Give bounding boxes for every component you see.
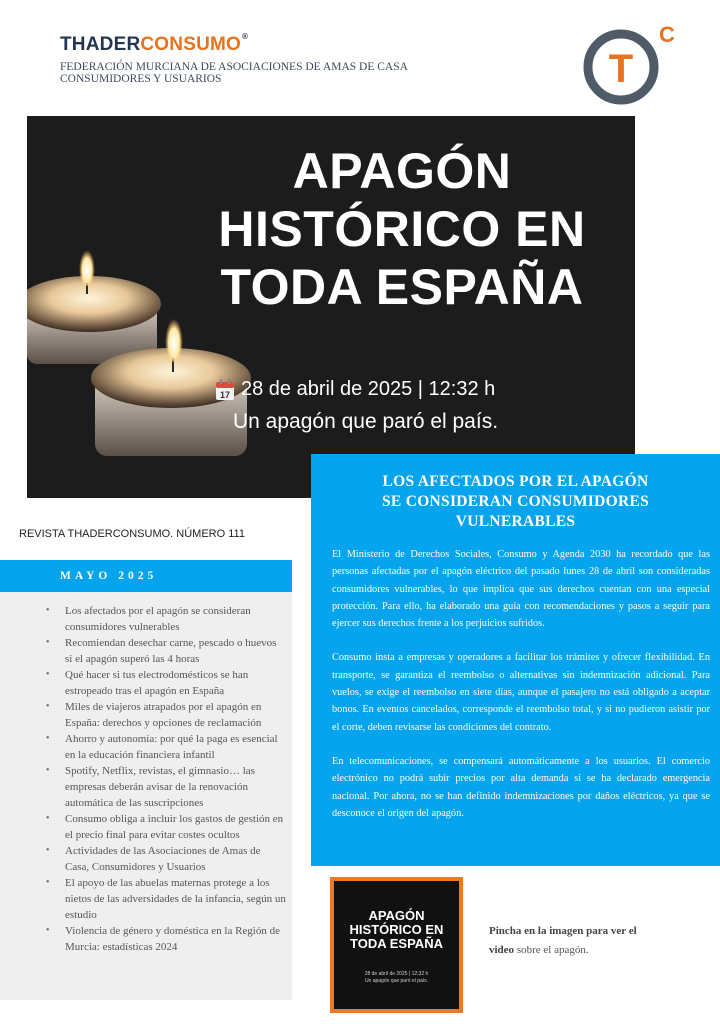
registered-mark: ® (242, 32, 249, 41)
hero-title-line-3: TODA ESPAÑA (220, 259, 584, 315)
logo-superscript: C (659, 22, 675, 47)
video-thumbnail-date: 28 de abril de 2025 | 12:32 h (364, 971, 429, 977)
article-title (311, 472, 720, 532)
calendar-icon (215, 379, 235, 401)
video-thumbnail-tagline: Un apagón que paró el país. (364, 978, 429, 984)
topic-item[interactable]: • Consumo obliga a incluir los gastos de gestión en el precio final para evitar costes ocultos (46, 811, 286, 843)
topic-item[interactable]: • Qué hacer si tus electrodomésticos se han estropeado tras el apagón en España (46, 667, 286, 699)
topic-item[interactable]: • Ahorro y autonomía: por qué la paga es esencial en la educación financiera infantil (46, 731, 286, 763)
hero-title-line-2: HISTÓRICO EN (218, 201, 586, 257)
issue-label: REVISTA THADERCONSUMO. NÚMERO 111 (19, 528, 245, 540)
video-thumbnail[interactable] (330, 877, 463, 1013)
thaderconsumo-logo-icon (574, 20, 680, 110)
article-title-line-2: SE CONSIDERAN CONSUMIDORES (381, 493, 650, 510)
federation-line-2: CONSUMIDORES Y USUARIOS (60, 73, 222, 85)
video-caption (489, 922, 649, 960)
video-thumbnail-title (334, 909, 459, 951)
topic-item[interactable]: • Actividades de las Asociaciones de Amas de Casa, Consumidores y Usuarios (46, 843, 286, 875)
topic-item[interactable]: • Violencia de género y doméstica en la Región de Murcia: estadísticas 2024 (46, 923, 286, 955)
topic-item[interactable]: • Spotify, Netflix, revistas, el gimnasio… las empresas deberán avisar de la renovación automática de las suscripciones (46, 763, 286, 811)
topic-item[interactable]: • Recomiendan desechar carne, pescado o huevos si el apagón superó las 4 horas (46, 635, 286, 667)
brand-wordmark (60, 34, 248, 56)
video-caption-link[interactable]: Pincha en la imagen para ver el video (489, 925, 637, 956)
video-thumbnail-line-1: APAGÓN (368, 908, 425, 923)
logo-letter: T (608, 47, 634, 91)
topic-item[interactable]: • Los afectados por el apagón se consideran consumidores vulnerables (46, 603, 286, 635)
topic-item[interactable]: • El apoyo de las abuelas maternas protege a los nietos de las adversidades de la infancia, según un estudio (46, 875, 286, 923)
article-paragraph-1: El Ministerio de Derechos Sociales, Consumo y Agenda 2030 ha recordado que las personas afectadas por el apagón eléctrico del pasado lunes 28 de abril son consideradas consumidores vulnerables, lo que implica que sus derechos cuentan con una especial protección. Para ello, ha elaborado una guía con recomendaciones y pasos a seguir para ejercer sus derechos frente a los perjuicios sufridos. (332, 549, 710, 630)
hero-date: 28 de abril de 2025 | 12:32 h (241, 378, 496, 400)
hero-title (172, 142, 632, 316)
video-caption-rest: sobre el apagón. (514, 944, 589, 956)
brand-part-2: CONSUMO (140, 34, 241, 55)
main-article (311, 454, 720, 866)
topics-list (46, 603, 286, 955)
article-body (332, 546, 710, 839)
calendar-icon-day: 17 (219, 389, 231, 400)
federation-name (60, 61, 408, 85)
video-thumbnail-caption (334, 971, 459, 985)
hero-banner (27, 116, 635, 498)
topic-item[interactable]: • Miles de viajeros atrapados por el apagón en España: derechos y opciones de reclamación (46, 699, 286, 731)
article-paragraph-2: Consumo insta a empresas y operadores a facilitar los trámites y ofrecer flexibilidad. En transporte, se garantiza el reembolso o alternativas sin indemnización adicional. Para vuelos, se exige el reembolso en siete días, aunque el pasajero no está obligado a aceptar bonos. En eventos cancelados, corresponde el reembolso total, y si no pudieron asistir por el corte, deben revisarse las condiciones del contrato. (332, 652, 710, 733)
issue-month: MAYO 2025 (60, 570, 158, 582)
brand-part-1: THADER (60, 34, 141, 55)
hero-tagline: Un apagón que paró el país. (233, 410, 499, 433)
video-thumbnail-line-2: HISTÓRICO EN (349, 922, 444, 937)
hero-title-line-1: APAGÓN (292, 143, 512, 199)
article-title-line-1: LOS AFECTADOS POR EL APAGÓN (382, 473, 649, 490)
article-title-line-3: VULNERABLES (455, 513, 576, 530)
video-thumbnail-line-3: TODA ESPAÑA (350, 936, 443, 951)
federation-line-1: FEDERACIÓN MURCIANA DE ASOCIACIONES DE AMAS DE CASA (60, 61, 408, 73)
hero-date-line (215, 378, 495, 401)
article-paragraph-3: En telecomunicaciones, se compensará automáticamente a los usuarios. El comercio electrónico no podrá subir precios por alta demanda si se ha declarado emergencia nacional. Por ahora, no se han definido indemnizaciones por daños eléctricos, ya que se desconoce el origen del apagón. (332, 755, 710, 819)
